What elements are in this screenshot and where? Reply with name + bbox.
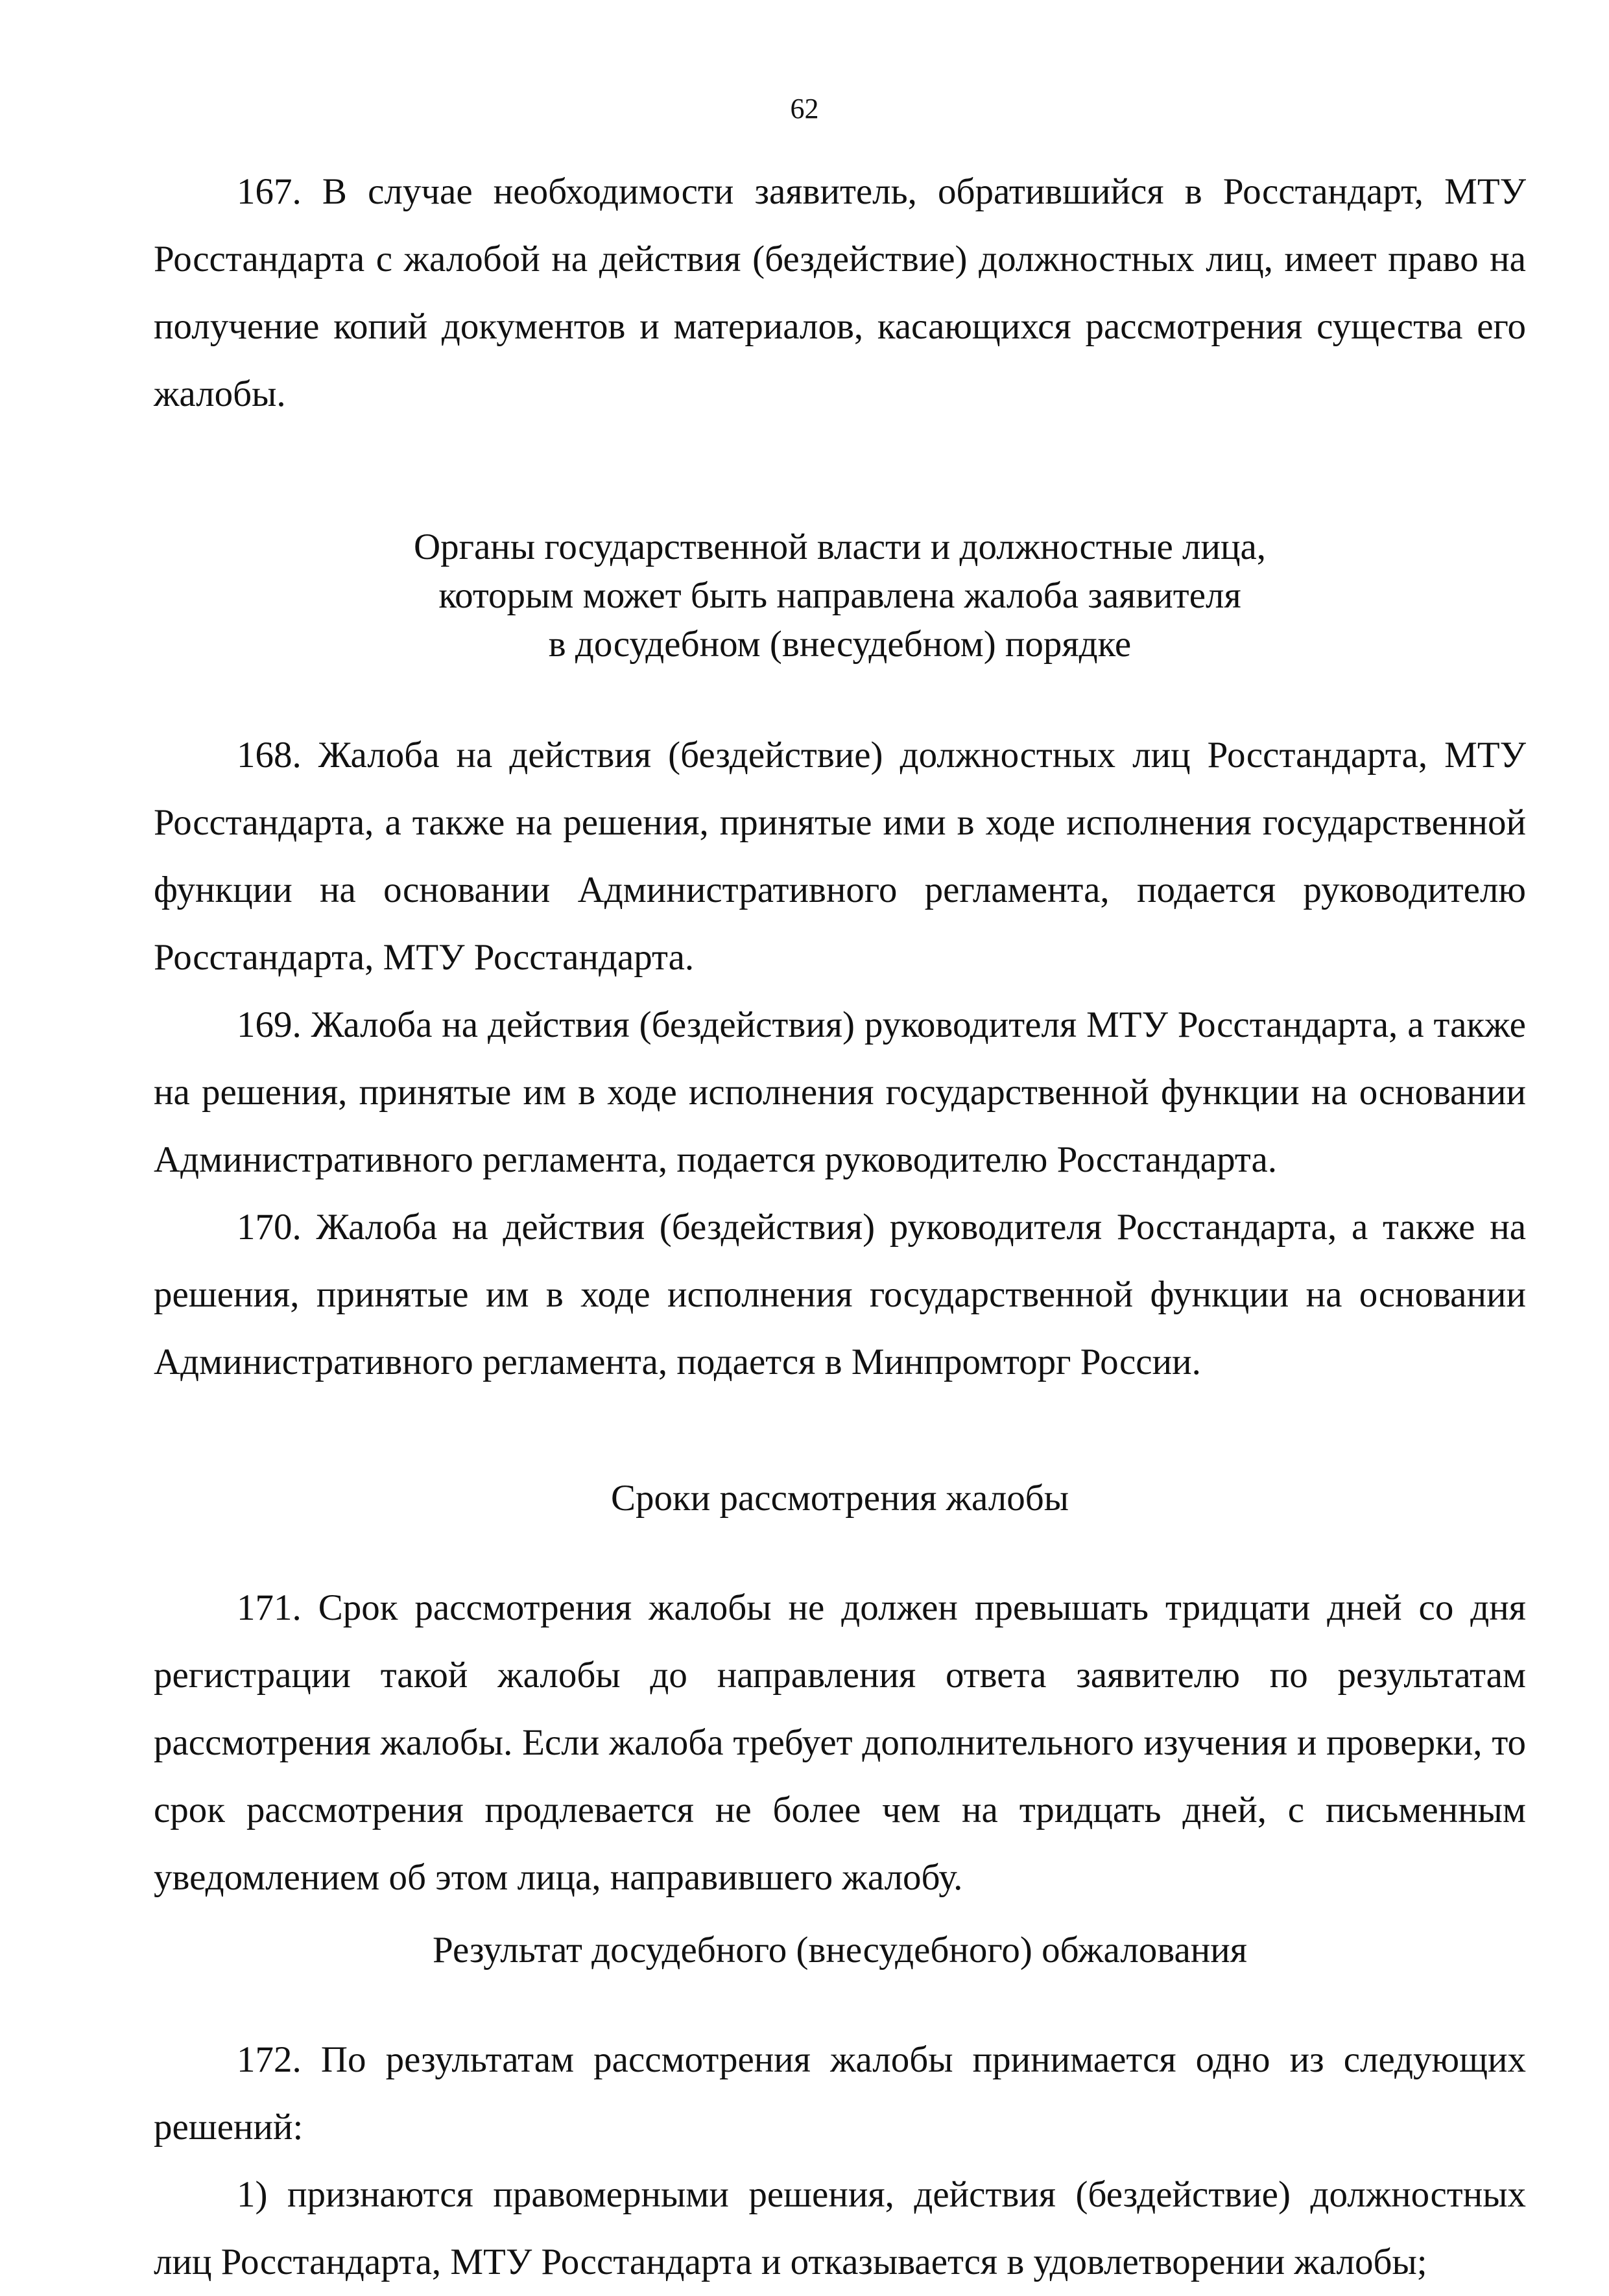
heading-line: которым может быть направлена жалоба заявителя — [438, 575, 1241, 616]
paragraph-170: 170. Жалоба на действия (бездействия) руководителя Росстандарта, а также на решения, принятые им в ходе исполнения государственной функции на основании Административного регламента, подается в Минпромторг России. — [154, 1207, 1526, 1382]
paragraph-172: 172. По результатам рассмотрения жалобы принимается одно из следующих решений: — [154, 2039, 1526, 2148]
paragraph-169: 169. Жалоба на действия (бездействия) руководителя МТУ Росстандарта, а также на решения, принятые им в ходе исполнения государственной функции на основании Административного регламента, подается руководителю Росстандарта. — [154, 1004, 1526, 1180]
heading-line: Органы государственной власти и должностные лица, — [413, 527, 1267, 567]
page-number: 62 — [790, 93, 819, 124]
section-heading-result: Результат досудебного (внесудебного) обжалования — [433, 1930, 1247, 1971]
paragraph-171: 171. Срок рассмотрения жалобы не должен превышать тридцати дней со дня регистрации такой жалобы до направления ответа заявителю по результатам рассмотрения жалобы. Если жалоба требует дополнительного изучения и проверки, то срок рассмотрения продлевается не более чем на тридцать дней, с письменным уведомлением об этом лица, направившего жалобу. — [154, 1587, 1526, 1898]
section-heading-terms: Сроки рассмотрения жалобы — [611, 1478, 1069, 1519]
paragraph-168: 168. Жалоба на действия (бездействие) должностных лиц Росстандарта, МТУ Росстандарта, а также на решения, принятые ими в ходе исполнения государственной функции на основании Административного регламента, подается руководителю Росстандарта, МТУ Росстандарта. — [154, 735, 1526, 978]
paragraph-172-item-1: 1) признаются правомерными решения, действия (бездействие) должностных лиц Росстандарта, МТУ Росстандарта и отказывается в удовлетворении жалобы; — [154, 2174, 1526, 2282]
paragraph-167: 167. В случае необходимости заявитель, обратившийся в Росстандарт, МТУ Росстандарта с жалобой на действия (бездействие) должностных лиц, имеет право на получение копий документов и материалов, касающихся рассмотрения существа его жалобы. — [154, 171, 1526, 414]
heading-line: в досудебном (внесудебном) порядке — [548, 624, 1132, 665]
document-body — [154, 158, 1526, 2296]
section-heading-organs — [154, 428, 1526, 722]
